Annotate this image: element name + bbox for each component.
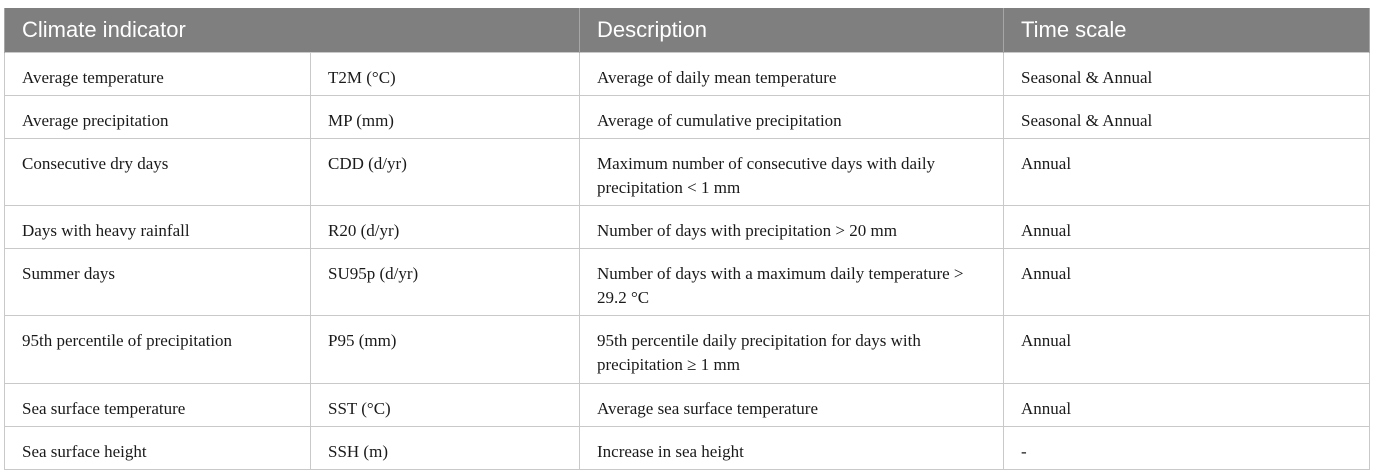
cell-symbol: P95 (mm) (311, 316, 580, 384)
cell-indicator: Consecutive dry days (5, 139, 311, 206)
cell-description: Increase in sea height (580, 427, 1004, 470)
cell-indicator: Average precipitation (5, 96, 311, 139)
cell-symbol: MP (mm) (311, 96, 580, 139)
cell-description: Maximum number of consecutive days with daily precipitation < 1 mm (580, 139, 1004, 206)
table-row (5, 316, 1370, 384)
cell-indicator: Sea surface temperature (5, 384, 311, 427)
table-row (5, 53, 1370, 96)
climate-indicator-table-container (4, 8, 1369, 470)
header-time-scale: Time scale (1004, 8, 1370, 53)
cell-time-scale: Annual (1004, 139, 1370, 206)
cell-symbol: SST (°C) (311, 384, 580, 427)
table-header-row (5, 8, 1370, 53)
cell-description: Average of cumulative precipitation (580, 96, 1004, 139)
header-climate-indicator: Climate indicator (5, 8, 580, 53)
cell-indicator: Average temperature (5, 53, 311, 96)
cell-symbol: T2M (°C) (311, 53, 580, 96)
cell-time-scale: - (1004, 427, 1370, 470)
cell-time-scale: Annual (1004, 249, 1370, 316)
cell-description: Number of days with precipitation > 20 mm (580, 206, 1004, 249)
cell-time-scale: Seasonal & Annual (1004, 96, 1370, 139)
table-row (5, 206, 1370, 249)
cell-symbol: SSH (m) (311, 427, 580, 470)
cell-symbol: SU95p (d/yr) (311, 249, 580, 316)
cell-time-scale: Seasonal & Annual (1004, 53, 1370, 96)
cell-description: Number of days with a maximum daily temperature > 29.2 °C (580, 249, 1004, 316)
climate-indicator-table (4, 8, 1370, 470)
cell-time-scale: Annual (1004, 316, 1370, 384)
cell-description: Average of daily mean temperature (580, 53, 1004, 96)
table-row (5, 96, 1370, 139)
cell-indicator: Sea surface height (5, 427, 311, 470)
cell-description: 95th percentile daily precipitation for days with precipitation ≥ 1 mm (580, 316, 1004, 384)
cell-indicator: Summer days (5, 249, 311, 316)
cell-indicator: Days with heavy rainfall (5, 206, 311, 249)
table-row (5, 249, 1370, 316)
header-description: Description (580, 8, 1004, 53)
table-row (5, 384, 1370, 427)
cell-symbol: CDD (d/yr) (311, 139, 580, 206)
table-row (5, 139, 1370, 206)
table-row (5, 427, 1370, 470)
cell-description: Average sea surface temperature (580, 384, 1004, 427)
cell-time-scale: Annual (1004, 384, 1370, 427)
cell-indicator: 95th percentile of precipitation (5, 316, 311, 384)
cell-time-scale: Annual (1004, 206, 1370, 249)
cell-symbol: R20 (d/yr) (311, 206, 580, 249)
